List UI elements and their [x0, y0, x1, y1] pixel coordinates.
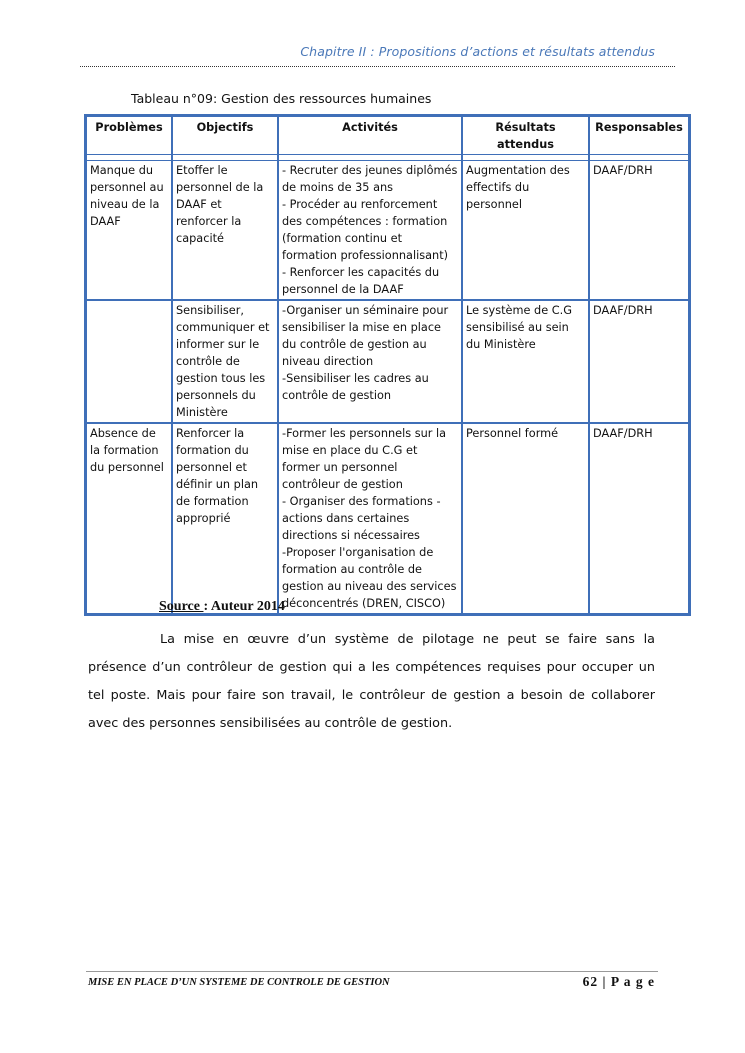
cell-probleme: Manque du personnel au niveau de la DAAF — [86, 160, 172, 300]
footer-divider — [86, 971, 658, 972]
hr-management-table — [84, 114, 691, 616]
cell-probleme — [86, 300, 172, 423]
column-header-objectifs: Objectifs — [172, 116, 278, 155]
cell-activites: -Organiser un séminaire pour sensibiliser la mise en place du contrôle de gestion au niveau direction -Sensibiliser les cadres au contrôle de gestion — [278, 300, 462, 423]
footer-page-indicator — [560, 974, 655, 990]
column-header-problemes: Problèmes — [86, 116, 172, 155]
cell-responsable: DAAF/DRH — [589, 423, 689, 614]
table-header-row — [86, 116, 689, 155]
cell-resultat: Augmentation des effectifs du personnel — [462, 160, 589, 300]
source-label: Source — [159, 599, 204, 614]
cell-responsable: DAAF/DRH — [589, 300, 689, 423]
footer-document-title: MISE EN PLACE D’UN SYSTEME DE CONTROLE DE GESTION — [88, 977, 390, 988]
column-header-resultats: Résultats attendus — [462, 116, 589, 155]
cell-resultat: Le système de C.G sensibilisé au sein du Ministère — [462, 300, 589, 423]
body-paragraph: La mise en œuvre d’un système de pilotage ne peut se faire sans la présence d’un contrôleur de gestion qui a les compétences requises pour occuper un tel poste. Mais pour faire son travail, le contrôleur de gestion a besoin de collaborer avec des personnes sensibilisées au contrôle de gestion. — [88, 632, 655, 731]
table-caption: Tableau n°09: Gestion des ressources humaines — [131, 91, 432, 106]
header-divider — [80, 66, 675, 67]
page-label: | P a g e — [602, 974, 655, 989]
chapter-header: Chapitre II : Propositions d’actions et résultats attendus — [300, 44, 655, 59]
column-header-activites: Activités — [278, 116, 462, 155]
cell-responsable: DAAF/DRH — [589, 160, 689, 300]
column-header-responsables: Responsables — [589, 116, 689, 155]
table-row — [86, 160, 689, 300]
table-row — [86, 300, 689, 423]
cell-resultat: Personnel formé — [462, 423, 589, 614]
page-number: 62 — [582, 974, 599, 989]
cell-activites: -Former les personnels sur la mise en place du C.G et former un personnel contrôleur de gestion - Organiser des formations - actions dans certaines directions si nécessaires -Proposer l'organisation de formation au contrôle de gestion au niveau des services déconcentrés (DREN, CISCO) — [278, 423, 462, 614]
cell-objectif: Sensibiliser, communiquer et informer sur le contrôle de gestion tous les personnels du Ministère — [172, 300, 278, 423]
cell-probleme: Absence de la formation du personnel — [86, 423, 172, 614]
cell-objectif: Renforcer la formation du personnel et définir un plan de formation approprié — [172, 423, 278, 614]
cell-objectif: Etoffer le personnel de la DAAF et renforcer la capacité — [172, 160, 278, 300]
source-value: : Auteur 2014 — [203, 599, 285, 614]
cell-activites: - Recruter des jeunes diplômés de moins de 35 ans - Procéder au renforcement des compétences : formation (formation continu et formation professionnalisant) - Renforcer les capacités du personnel de la DAAF — [278, 160, 462, 300]
table-source — [159, 599, 285, 615]
table-row — [86, 423, 689, 614]
